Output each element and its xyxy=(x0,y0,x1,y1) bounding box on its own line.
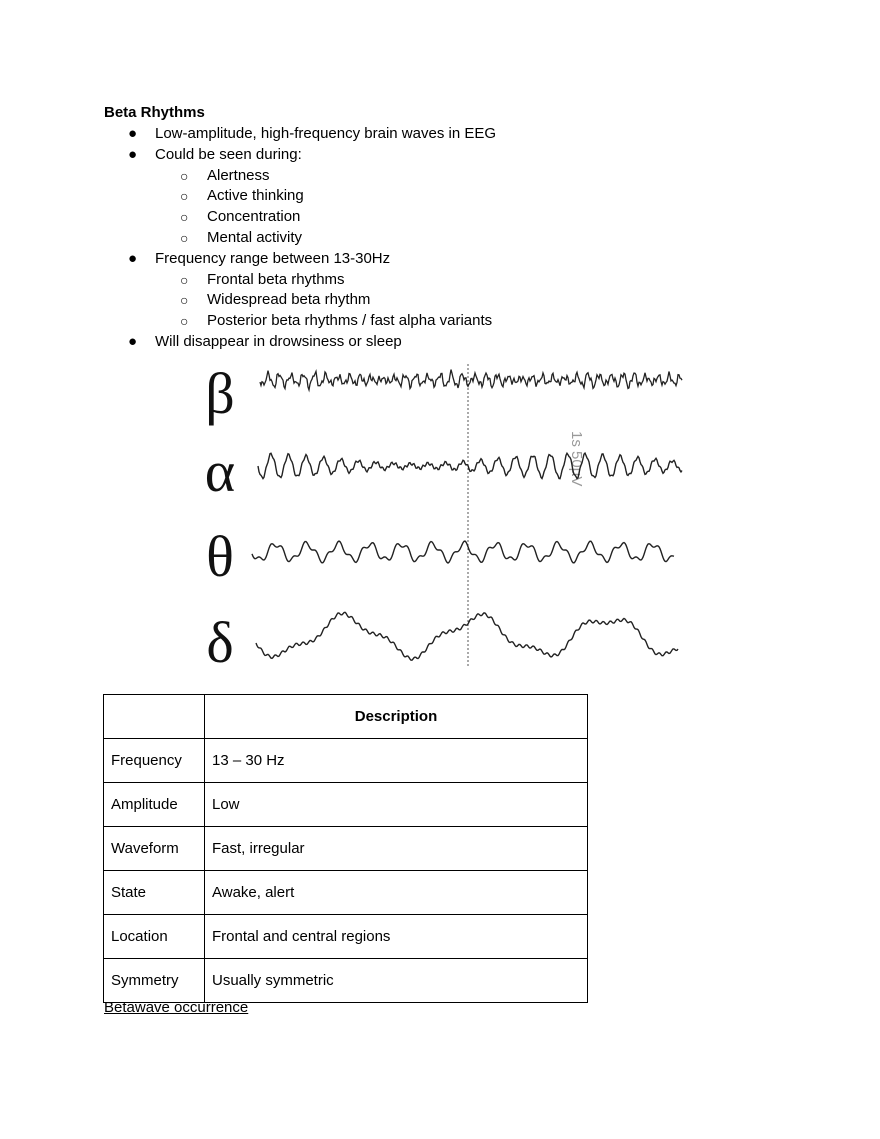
sub-list-item: ○ Active thinking xyxy=(104,186,704,207)
beta-properties-table xyxy=(103,694,588,1003)
bullet-circle-icon: ○ xyxy=(180,313,189,330)
table-row: Amplitude Low xyxy=(104,783,588,827)
bullet-dot-icon: ● xyxy=(128,125,138,142)
table-row: Waveform Fast, irregular xyxy=(104,827,588,871)
sub-list-item: ○ Posterior beta rhythms / fast alpha variants xyxy=(104,311,704,332)
table-row: State Awake, alert xyxy=(104,871,588,915)
bullet-circle-icon: ○ xyxy=(180,167,189,184)
sub-list-item: ○ Widespread beta rhythm xyxy=(104,290,704,311)
sub-list-item: ○ Concentration xyxy=(104,207,704,228)
bullet-list xyxy=(104,124,704,353)
bullet-dot-icon: ● xyxy=(128,249,138,267)
list-item: ● Could be seen during: xyxy=(104,145,704,166)
bullet-dot-icon: ● xyxy=(128,332,138,350)
eeg-waves-figure xyxy=(192,356,688,670)
bullet-circle-icon: ○ xyxy=(180,292,189,309)
header-cell xyxy=(104,695,205,739)
delta-symbol: δ xyxy=(206,610,234,670)
bullet-circle-icon: ○ xyxy=(180,271,189,288)
beta-symbol: β xyxy=(205,361,235,426)
sub-list-item: ○ Alertness xyxy=(104,166,704,187)
sub-list-item: ○ Mental activity xyxy=(104,228,704,249)
bullet-circle-icon: ○ xyxy=(180,209,189,226)
theta-symbol: θ xyxy=(206,524,234,589)
bullet-circle-icon: ○ xyxy=(180,229,189,246)
table-row: Frequency 13 – 30 Hz xyxy=(104,739,588,783)
section-heading: Beta Rhythms xyxy=(104,104,205,121)
betawave-occurrence-link[interactable]: Betawave occurrence xyxy=(104,999,249,1016)
table-row: Symmetry Usually symmetric xyxy=(104,959,588,1003)
header-cell: Description xyxy=(205,695,588,739)
list-item: ● Low-amplitude, high-frequency brain waves in EEG xyxy=(104,124,704,145)
list-item: ● Frequency range between 13-30Hz xyxy=(104,249,704,270)
table-row: Location Frontal and central regions xyxy=(104,915,588,959)
svg-text:1s 50µV: 1s 50µV xyxy=(568,431,585,487)
alpha-symbol: α xyxy=(204,439,236,504)
bullet-circle-icon: ○ xyxy=(180,188,189,205)
sub-list-item: ○ Frontal beta rhythms xyxy=(104,270,704,291)
list-item: ● Will disappear in drowsiness or sleep xyxy=(104,332,704,353)
bullet-dot-icon: ● xyxy=(128,145,138,163)
table-header-row xyxy=(104,695,588,739)
